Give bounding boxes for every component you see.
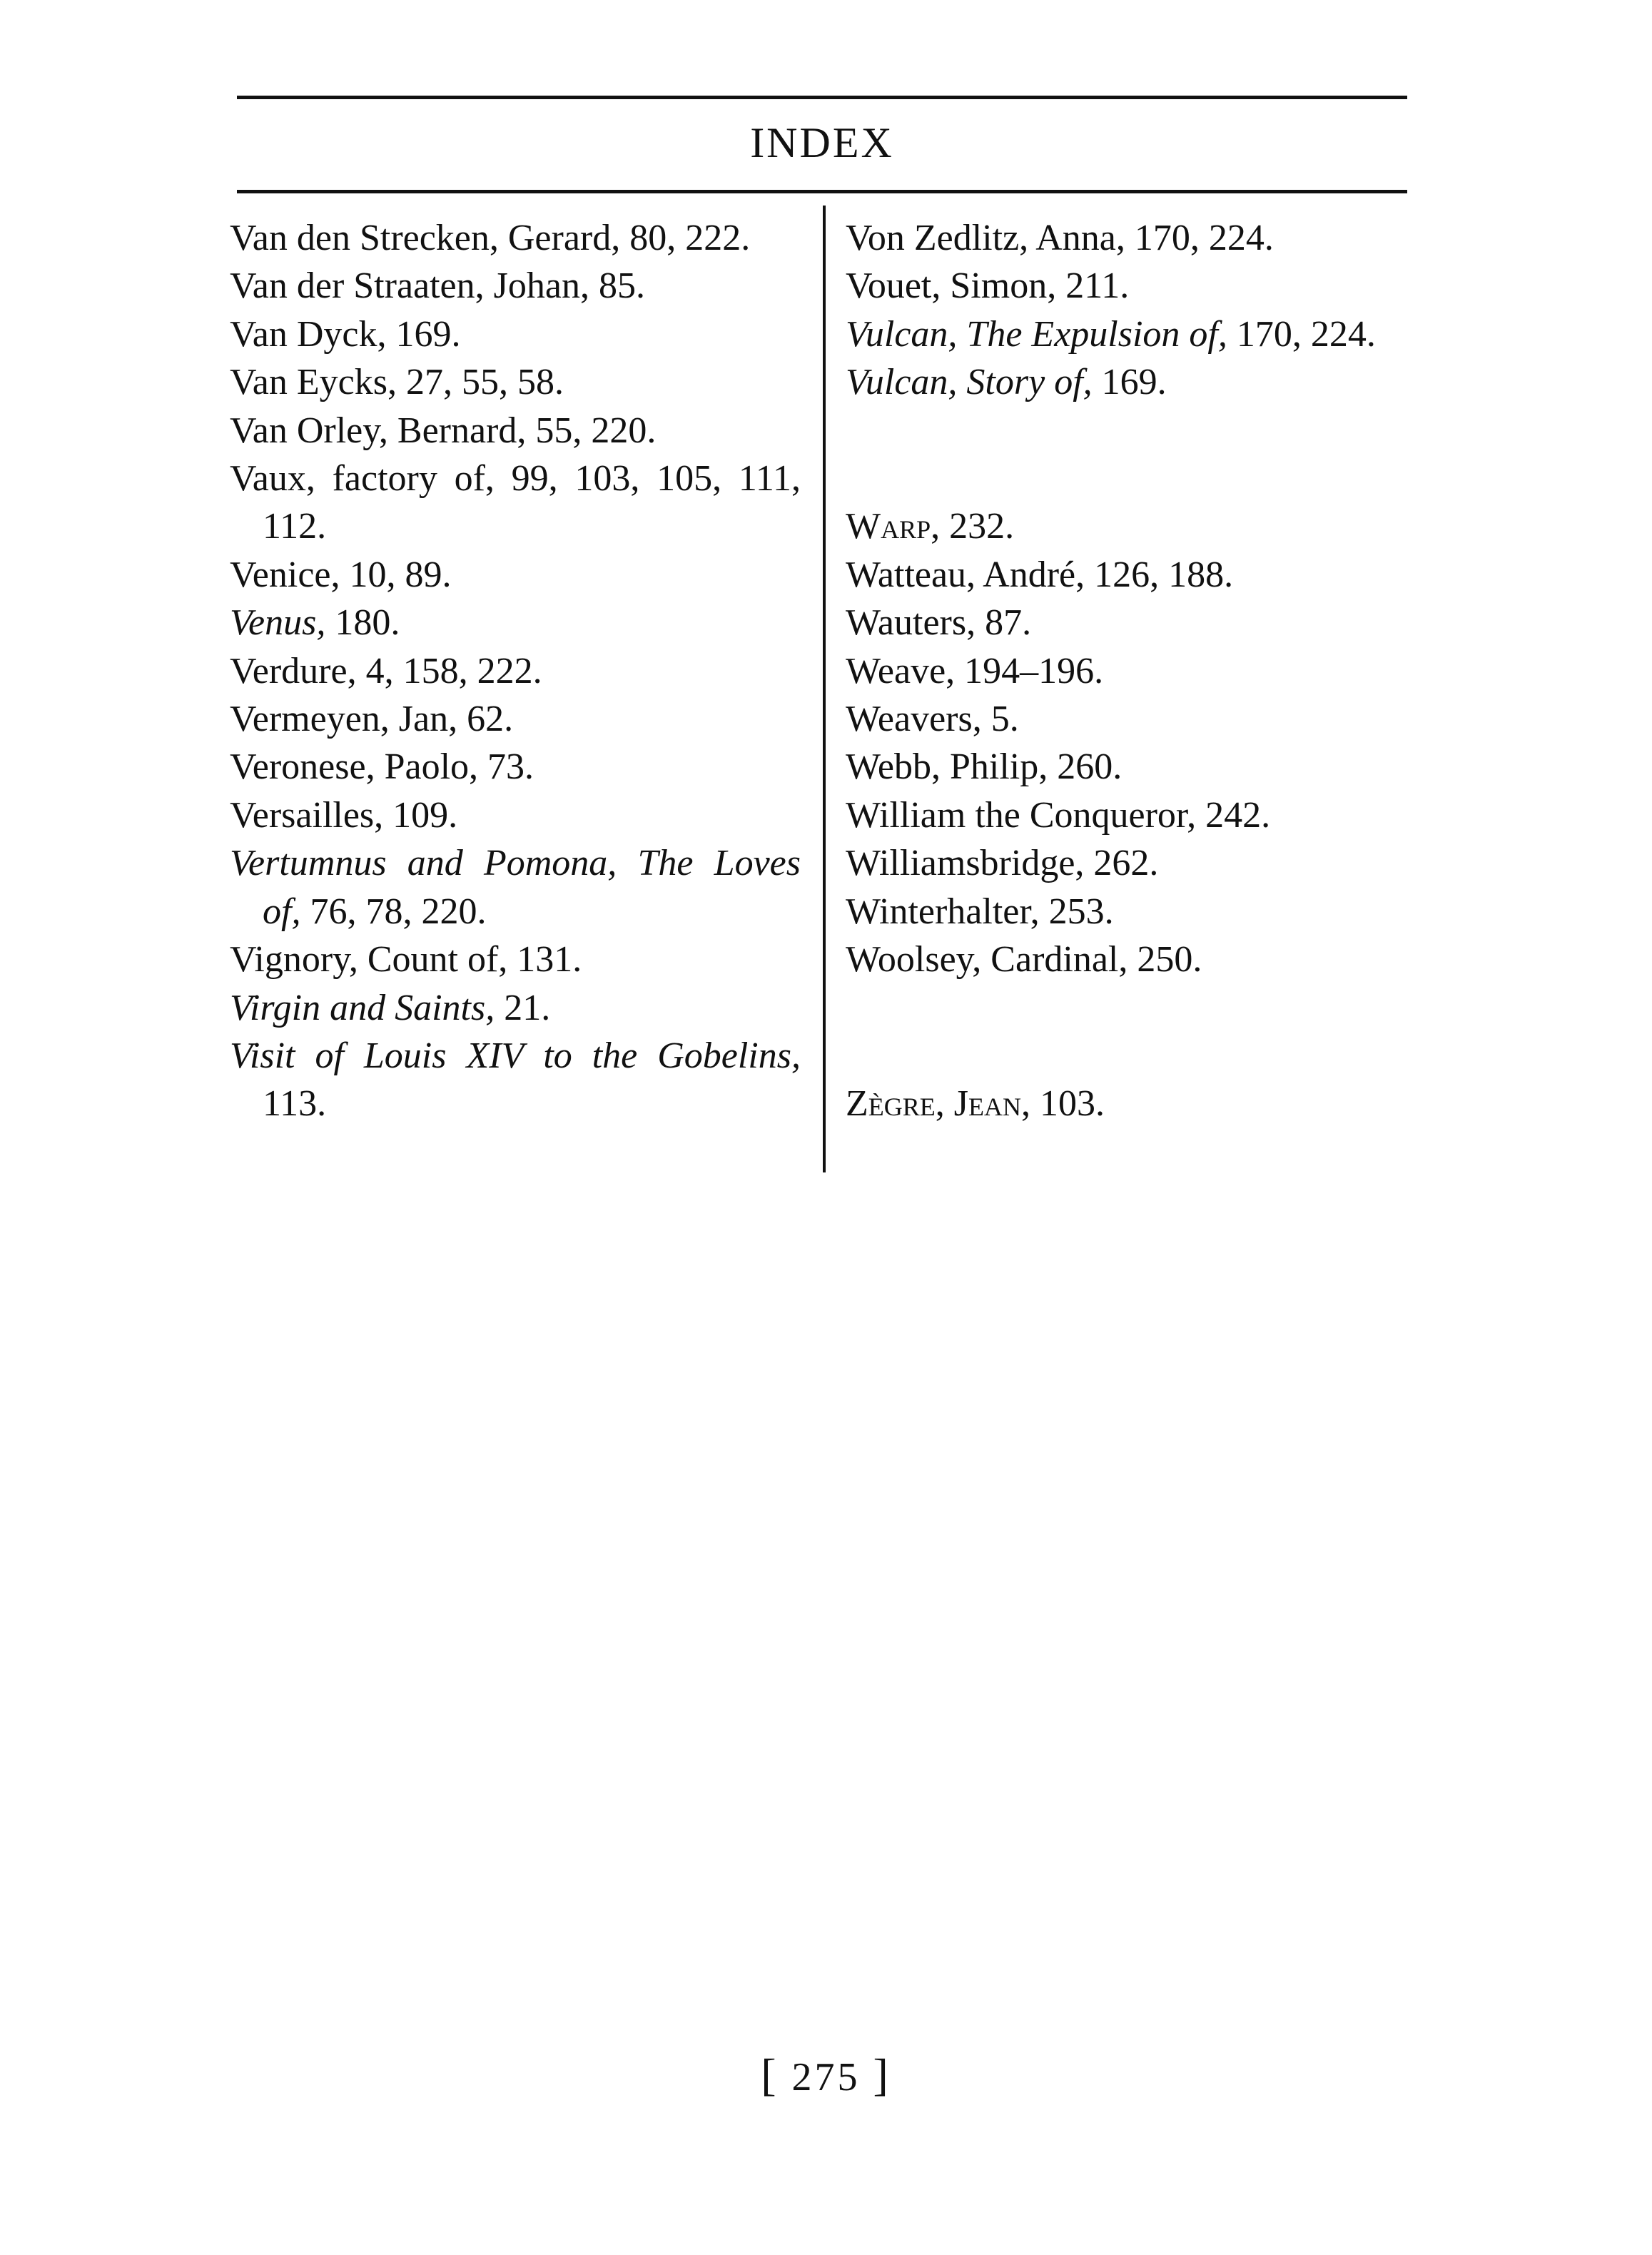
entry-title-italic: Vulcan, Story of, [846,362,1093,403]
index-entry: Weavers, 5. [846,699,1019,740]
index-entry: Verdure, 4, 158, 222. [230,650,542,691]
index-entry [230,1032,801,1128]
entry-pages: 170, 224. [1227,313,1376,355]
entry-pages: 76, 78, 220. [300,891,487,932]
index-entry: Wauters, 87. [846,602,1032,644]
index-entry: Watteau, André, 126, 188. [846,554,1234,595]
index-entry [230,599,801,647]
index-entry [230,984,801,1032]
index-entry: Vermeyen, Jan, 62. [230,699,514,740]
index-column-right [846,214,1409,1128]
index-entry: Veronese, Paolo, 73. [230,746,534,788]
index-entry: Van Dyck, 169. [230,313,461,355]
index-entry: Van der Straaten, Johan, 85. [230,265,645,307]
index-entry: Vouet, Simon, 211. [846,265,1130,307]
index-entry: Versailles, 109. [230,794,458,836]
index-entry: Williamsbridge, 262. [846,843,1159,884]
entry-title-italic: Vulcan, The Expulsion of, [846,313,1227,355]
index-entry: Weave, 194–196. [846,650,1104,691]
index-entry [846,358,1409,406]
index-entry: William the Conqueror, 242. [846,794,1271,836]
index-entry: Von Zedlitz, Anna, 170, 224. [846,218,1274,258]
entry-pages: , 232. [931,506,1015,547]
index-entry: Vignory, Count of, 131. [230,939,582,980]
index-entry: Van den Strecken, Gerard, 80, 222. [230,218,751,258]
header-rule-bottom [237,190,1407,193]
index-entry [846,502,1409,550]
index-entry: Van Orley, Bernard, 55, 220. [230,410,657,451]
column-divider [823,206,826,1172]
entry-letter-head: Zègre, Jean [846,1083,1021,1125]
header-rule-top [237,96,1407,99]
entry-title-italic: Vertumnus and Pomona, The Loves of, [230,843,801,932]
index-column-left [230,214,801,1128]
entry-pages: 113. [263,1083,327,1125]
entry-letter-head: Warp [846,506,931,547]
index-entry: Van Eycks, 27, 55, 58. [230,362,564,403]
entry-pages: 169. [1092,362,1167,403]
entry-title-italic: Virgin and Saints, [230,987,495,1028]
entry-pages: 180. [325,602,400,644]
index-entry: Winterhalter, 253. [846,891,1114,932]
page-title: INDEX [750,119,894,166]
index-entry: Woolsey, Cardinal, 250. [846,939,1202,980]
index-entry [846,310,1409,358]
index-entry: Venice, 10, 89. [230,554,452,595]
index-entry [846,1080,1409,1128]
index-entry [230,839,801,936]
page-number-open-bracket: [ [761,2049,779,2100]
entry-title-italic: Venus, [230,602,326,644]
page-number [0,2047,1652,2106]
entry-title-italic: Visit of Louis XIV to the Gobelins, [230,1035,801,1076]
index-entry: Webb, Philip, 260. [846,746,1123,788]
entry-pages: , 103. [1020,1083,1105,1125]
page-number-value: 275 [791,2055,861,2099]
index-entry: Vaux, factory of, 99, 103, 105, 111, 112. [230,458,801,547]
entry-pages: 21. [495,987,551,1028]
page-number-close-bracket: ] [873,2049,891,2100]
